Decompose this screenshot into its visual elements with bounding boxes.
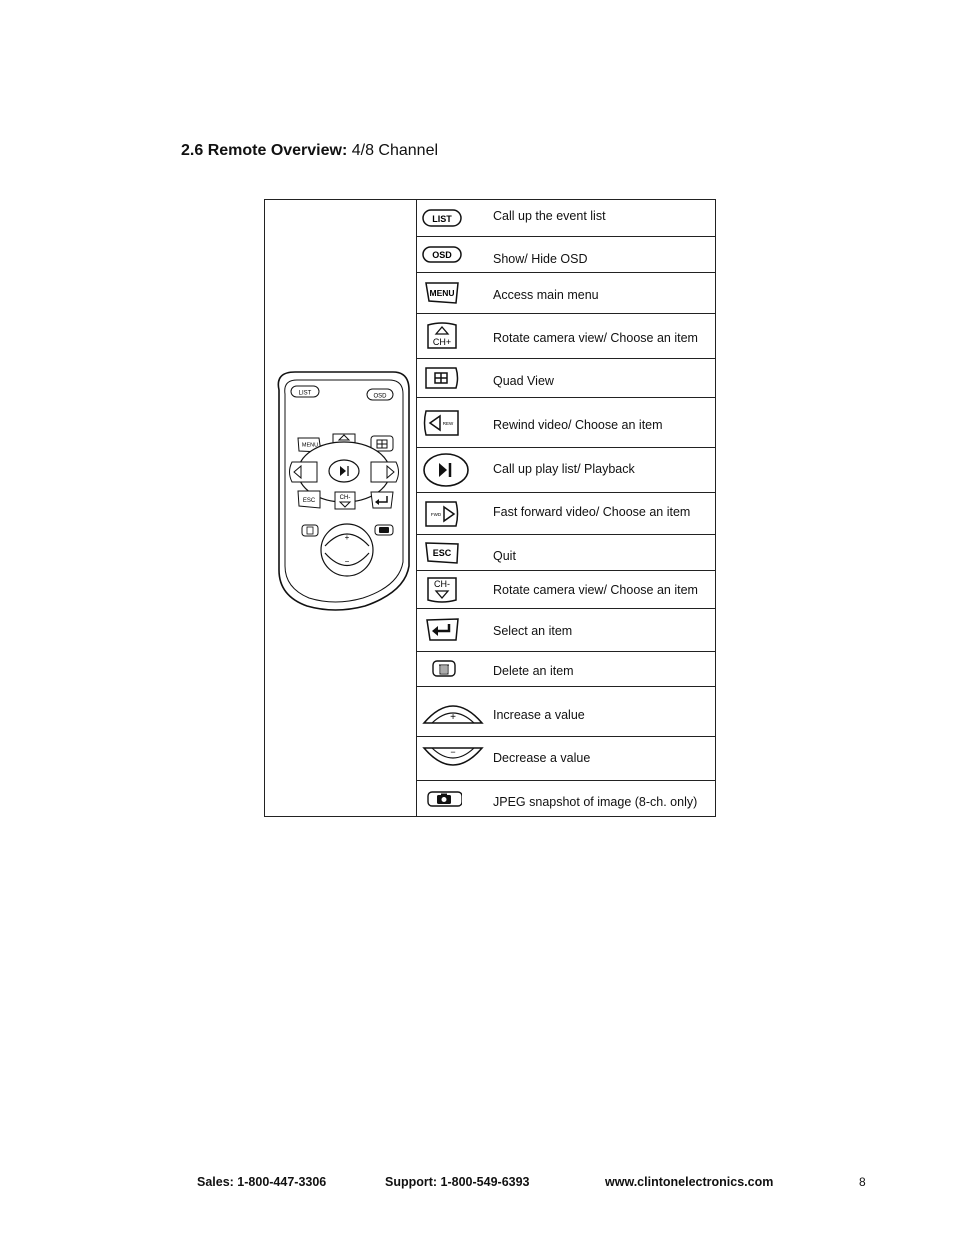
button-description: Fast forward video/ Choose an item [493,505,691,519]
remote-esc-label: ESC [302,498,316,504]
remote-control-illustration [265,200,417,818]
trash-button-icon [422,652,482,686]
menu-button-icon [422,273,482,313]
camera-snapshot-button-icon [422,781,482,818]
rewind-button-icon [422,398,482,447]
button-description: Select an item [493,624,573,638]
remote-chminus-label: CH- [339,495,351,501]
ch-minus-button-label: CH- [434,578,450,589]
svg-text:+: + [344,533,350,542]
rewind-button-label: REW [442,420,454,426]
ch-plus-button-icon [422,314,482,358]
decrease-button-icon [422,737,482,780]
button-description: Call up the event list [493,209,606,223]
button-description: Rotate camera view/ Choose an item [493,331,698,345]
list-item [416,687,715,737]
remote-osd-label: OSD [373,393,387,400]
increase-button-label: + [450,711,456,723]
button-description-list [416,200,715,816]
button-description: Quad View [493,374,554,388]
quad-view-button-icon [422,359,482,397]
remote-overview-table [264,199,716,817]
section-heading-subtitle: 4/8 Channel [347,142,439,159]
footer-website: www.clintonelectronics.com [605,1175,774,1189]
ch-minus-button-icon [422,571,482,608]
fast-forward-button-icon [422,493,482,534]
list-button-icon [422,200,482,236]
svg-text:−: − [344,557,350,566]
footer-support-phone: Support: 1-800-549-6393 [385,1175,530,1189]
increase-button-icon [422,687,482,736]
list-item [416,609,715,652]
list-item [416,448,715,493]
list-item [416,737,715,781]
ch-plus-button-label: CH+ [432,337,452,347]
button-description: Decrease a value [493,751,591,765]
list-item [416,781,715,818]
remote-list-label: LIST [298,390,312,397]
list-button-label: LIST [432,214,452,224]
button-description: Call up play list/ Playback [493,462,635,476]
menu-button-label: MENU [429,288,455,298]
list-item [416,652,715,687]
button-description: Access main menu [493,288,599,302]
enter-button-icon [422,609,482,651]
remote-illustration-cell [265,200,417,816]
esc-button-icon [422,535,482,570]
list-item [416,493,715,535]
list-item [416,314,715,359]
osd-button-icon [422,237,482,272]
footer-sales-phone: Sales: 1-800-447-3306 [197,1175,327,1189]
play-pause-button-icon [422,448,482,492]
button-description: Quit [493,549,516,563]
button-description: Delete an item [493,664,574,678]
list-item [416,535,715,571]
section-heading [181,142,438,160]
button-description: JPEG snapshot of image (8-ch. only) [493,795,698,809]
list-item [416,273,715,314]
button-description: Rotate camera view/ Choose an item [493,583,698,597]
button-description: Increase a value [493,708,585,722]
osd-button-label: OSD [432,249,452,260]
button-description: Rewind video/ Choose an item [493,418,663,432]
list-item [416,398,715,448]
list-item [416,359,715,398]
page-number: 8 [859,1175,866,1189]
list-item [416,571,715,609]
list-item [416,200,715,237]
esc-button-label: ESC [432,547,452,558]
button-description: Show/ Hide OSD [493,252,588,266]
decrease-button-label: − [450,746,456,757]
section-heading-number: 2.6 Remote Overview: [181,142,348,159]
fast-forward-button-label: FWD [430,511,442,517]
remote-menu-label: MENU [301,442,319,449]
list-item [416,237,715,273]
